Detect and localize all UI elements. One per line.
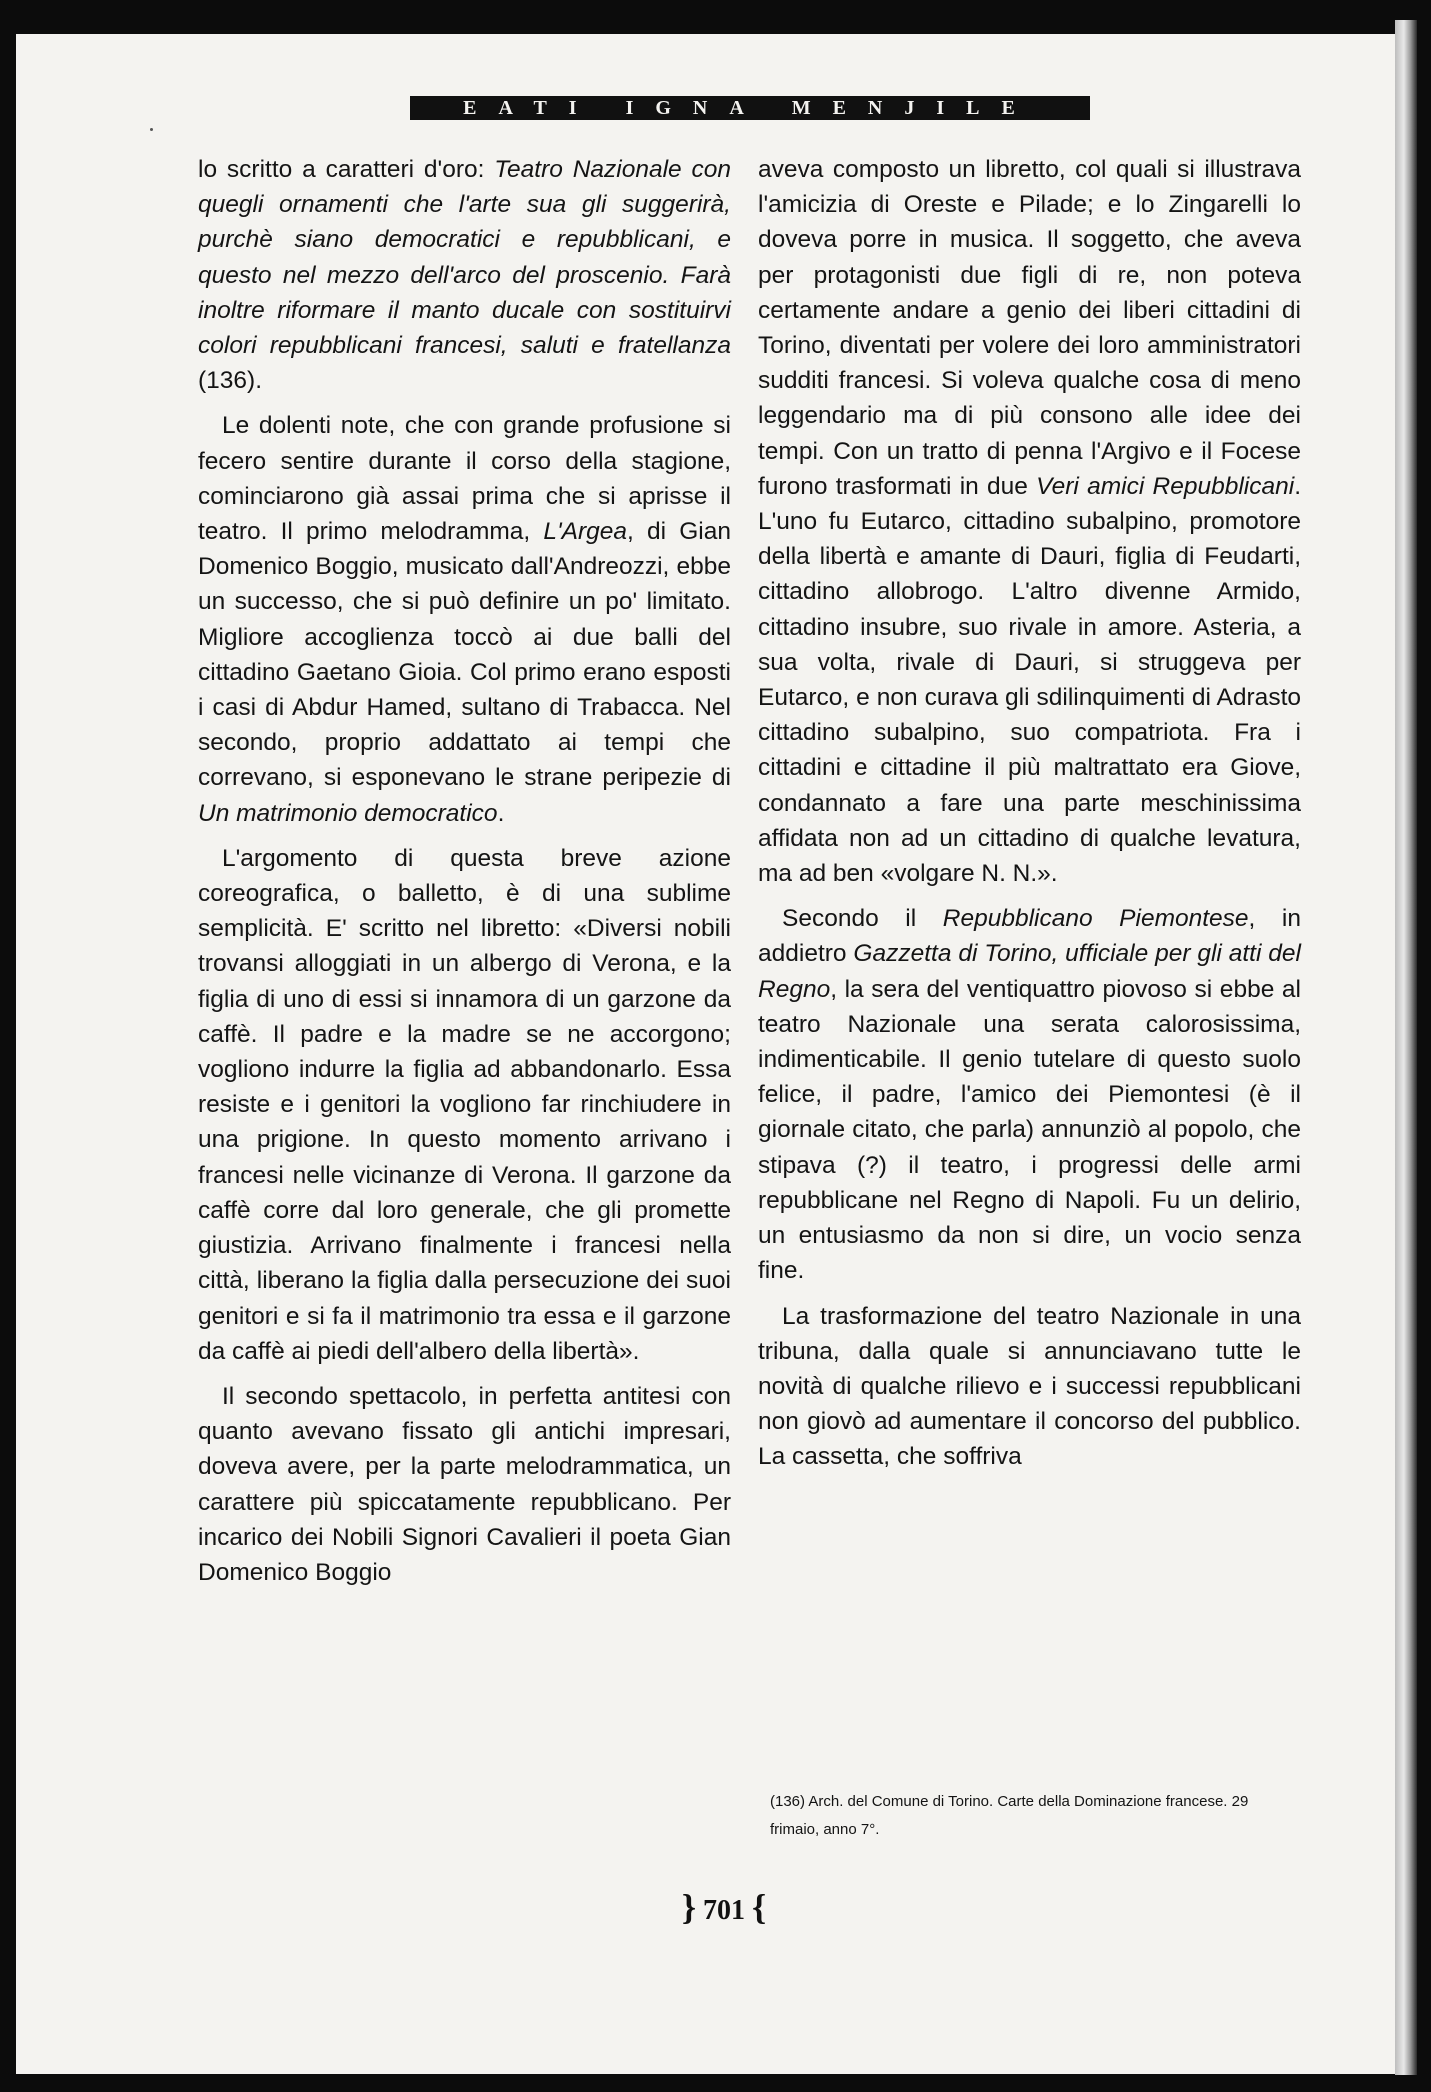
- paragraph: [198, 1379, 731, 1590]
- text-run: , di Gian Domenico Boggio, musicato dall'Andreozzi, ebbe un successo, che si può definire un po' limitato. Migliore accoglienza toccò ai due balli del cittadino Gaetano Gioia. Col primo erano esposti i casi di Abdur Hamed, sultano di Trabacca. Nel secondo, proprio addattato ai tempi che correvano, si esponevano le strane peripezie di: [198, 518, 731, 792]
- paragraph: [758, 1299, 1301, 1475]
- page-number: [664, 1886, 784, 1928]
- page-number-value: 701: [703, 1895, 745, 1926]
- page-edge-shadow: [1395, 20, 1417, 2075]
- italic-text: Veri amici Repubblicani: [1036, 472, 1295, 500]
- paragraph: [758, 152, 1301, 891]
- paragraph: [198, 152, 731, 398]
- italic-text: Teatro Nazionale con quegli ornamenti che l'arte sua gli suggerirà, purchè siano democratici e repubblicani, e questo nel mezzo dell'arco del proscenio. Farà inoltre riformare il manto ducale con sostituirvi colori repubblicani francesi, saluti e fratellanza: [198, 156, 732, 360]
- italic-text: L'Argea: [543, 518, 628, 546]
- italic-text: Gazzetta di Torino, ufficiale per gli atti del Regno: [758, 940, 1301, 1003]
- right-brace-ornament: {: [752, 1887, 767, 1927]
- paragraph: [198, 408, 731, 830]
- text-run: , la sera del ventiquattro piovoso si ebbe al teatro Nazionale una serata calorosissima, indimenticabile. Il genio tutelare di questo suolo felice, il padre, l'amico dei Piemontesi (è il giornale citato, che parla) annunziò al popolo, che stipava (?) il teatro, i progressi delle armi repubblicane nel Regno di Napoli. Fu un delirio, un entusiasmo da non si dire, un vocio senza fine.: [758, 975, 1301, 1285]
- italic-text: Un matrimonio democratico: [198, 799, 498, 827]
- text-run: Secondo il: [782, 905, 943, 933]
- text-run: (136).: [198, 367, 263, 395]
- left-text-column: [198, 152, 731, 1600]
- text-run: , in addietro: [758, 905, 1301, 968]
- text-run: La trasformazione del teatro Nazionale in una tribuna, dalla quale si annunciavano tutte le novità di qualche rilievo e i successi repubblicani non giovò ad aumentare il concorso del pubblico. La cassetta, che soffriva: [758, 1302, 1301, 1471]
- text-run: .: [497, 799, 505, 827]
- text-run: Le dolenti note, che con grande profusione si fecero sentire durante il corso della stagione, cominciarono già assai prima che si aprisse il teatro. Il primo melodramma,: [198, 412, 731, 546]
- paragraph: [198, 841, 731, 1369]
- left-brace-ornament: }: [681, 1887, 696, 1927]
- running-header: EATI IGNA MENJILE: [410, 96, 1090, 120]
- text-run: lo scritto a caratteri d'oro:: [198, 156, 495, 183]
- footnote: (136) Arch. del Comune di Torino. Carte della Dominazione francese. 29 frimaio, anno 7°.: [770, 1793, 1249, 1838]
- text-run: aveva composto un libretto, col quali si illustrava l'amicizia di Oreste e Pilade; e lo Zingarelli lo doveva porre in musica. Il soggetto, che aveva per protagonisti due figli di re, non poteva certamente andare a genio dei liberi cittadini di Torino, diventati per volere dei loro amministratori sudditi francesi. Si voleva qualche cosa di meno leggendario ma di più consono alle idee dei tempi. Con un tratto di penna l'Argivo e il Focese furono trasformati in due: [758, 156, 1301, 500]
- scan-speck: [150, 128, 153, 131]
- text-run: L'argomento di questa breve azione coreografica, o balletto, è di una sublime semplicità. E' scritto nel libretto: «Diversi nobili trovansi alloggiati in un albergo di Verona, e la figlia di uno di essi si innamora di un garzone da caffè. Il padre e la madre se ne accorgono; vogliono indurre la figlia ad abbandonarlo. Essa resiste e i genitori la vogliono far rinchiudere in una prigione. In questo momento arrivano i francesi nelle vicinanze di Verona. Il garzone da caffè corre dal loro generale, che gli promette giustizia. Arrivano finalmente i francesi nella città, liberano la figlia dalla persecuzione dei suoi genitori e si fa il matrimonio tra essa e il garzone da caffè ai piedi dell'albero della libertà».: [198, 844, 731, 1365]
- paragraph: [758, 901, 1301, 1288]
- text-run: . L'uno fu Eutarco, cittadino subalpino, promotore della libertà e amante di Dauri, figlia di Feudarti, cittadino allobrogo. L'altro divenne Armido, cittadino insubre, suo rivale in amore. Asteria, a sua volta, rivale di Dauri, si struggeva per Eutarco, e non curava gli sdilinquimenti di Adrasto cittadino subalpino, suo compatriota. Fra i cittadini e cittadine il più maltrattato era Giove, condannato a fare una parte meschinissima affidata non ad un cittadino di qualche levatura, ma ad ben «volgare N. N.».: [758, 472, 1301, 888]
- right-text-column: [758, 152, 1301, 1485]
- text-run: Il secondo spettacolo, in perfetta antitesi con quanto avevano fissato gli antichi impresari, doveva avere, per la parte melodrammatica, un carattere più spiccatamente repubblicano. Per incarico dei Nobili Signori Cavalieri il poeta Gian Domenico Boggio: [198, 1382, 731, 1586]
- italic-text: Repubblicano Piemontese: [942, 905, 1249, 933]
